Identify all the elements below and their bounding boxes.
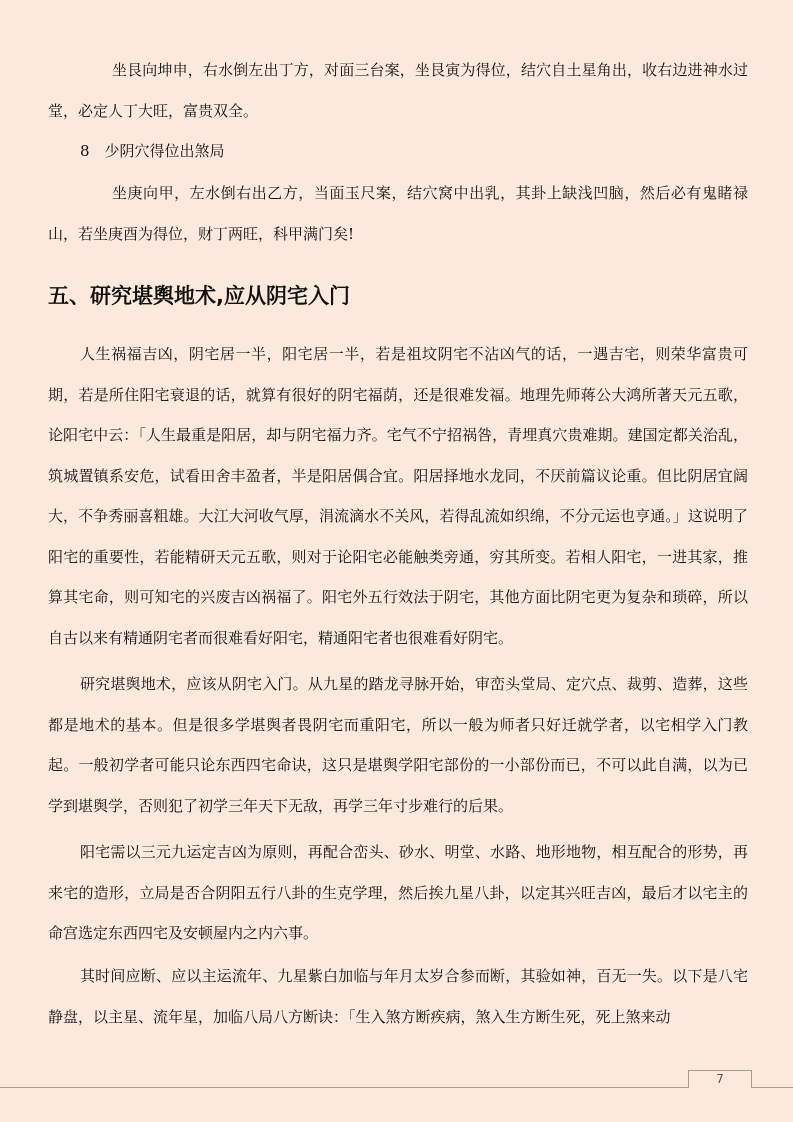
paragraph-gen-kun: 坐艮向坤申，右水倒左出丁方，对面三台案，坐艮寅为得位，结穴自土星角出，收右边进神水过堂，必定人丁大旺，富贵双全。 [48, 61, 748, 120]
paragraph-geng-jia: 坐庚向甲，左水倒右出乙方，当面玉尺案，结穴窝中出乳，其卦上缺浅凹脑，然后必有鬼睹禄山，若坐庚酉为得位，财丁两旺，科甲满门矣! [48, 184, 748, 243]
paragraph-timing: 其时间应断、应以主运流年、九星紫白加临与年月太岁合参而断，其验如神，百无一失。以下是八宅静盘，以主星、流年星，加临八局八方断诀：「生入煞方断疾病，煞入生方断生死，死上煞来动 [48, 967, 748, 1026]
paragraph-three-cycles: 阳宅需以三元九运定吉凶为原则，再配合峦头、砂水、明堂、水路、地形地物，相互配合的形势，再来宅的造形，立局是否合阴阳五行八卦的生克学理，然后挨九星八卦，以定其兴旺吉凶，最后才以宅主的命宫选定东西四宅及安顿屋内之内六事。 [48, 843, 748, 942]
footer-divider [0, 1087, 793, 1088]
subsection-heading: 8 少阴穴得位出煞局 [80, 142, 225, 160]
section-title: 五、研究堪舆地术,应从阴宅入门 [48, 284, 350, 308]
paragraph-yin-yang-houses: 人生祸福吉凶，阴宅居一半，阳宅居一半，若是祖坟阴宅不沾凶气的话，一遇吉宅，则荣华富贵可期，若是所住阳宅衰退的话，就算有很好的阴宅福荫，还是很难发福。地理先师蒋公大鸿所著天元五歌，论阳宅中云：「人生最重是阳居，却与阴宅福力齐。宅气不宁招祸咎，青埋真穴贵难期。建国定都关治乱，筑城置镇系安危，试看田舍丰盈者，半是阳居偶合宜。阳居择地水龙同，不厌前篇议论重。但比阴居宜阔大，不争秀丽喜粗雄。大江大河收气厚，涓流滴水不关风，若得乱流如织绵，不分元运也亨通。」这说明了阳宅的重要性，若能精研天元五歌，则对于论阳宅必能触类旁通，穷其所变。若相人阳宅，一进其家，推算其宅命，则可知宅的兴废吉凶祸福了。阳宅外五行效法于阴宅，其他方面比阴宅更为复杂和琐碎，所以自古以来有精通阴宅者而很难看好阳宅，精通阳宅者也很难看好阴宅。 [48, 345, 748, 647]
paragraph-study-yin-first: 研究堪舆地术，应该从阴宅入门。从九星的踏龙寻脉开始，审峦头堂局、定穴点、裁剪、造葬，这些都是地术的基本。但是很多学堪舆者畏阴宅而重阳宅，所以一般为师者只好迁就学者，以宅相学入门教起。一般初学者可能只论东西四宅命诀，这只是堪舆学阳宅部份的一小部份而已，不可以此自满，以为已学到堪舆学，否则犯了初学三年天下无敌，再学三年寸步难行的后果。 [48, 675, 748, 815]
page-number: 7 [688, 1070, 752, 1088]
